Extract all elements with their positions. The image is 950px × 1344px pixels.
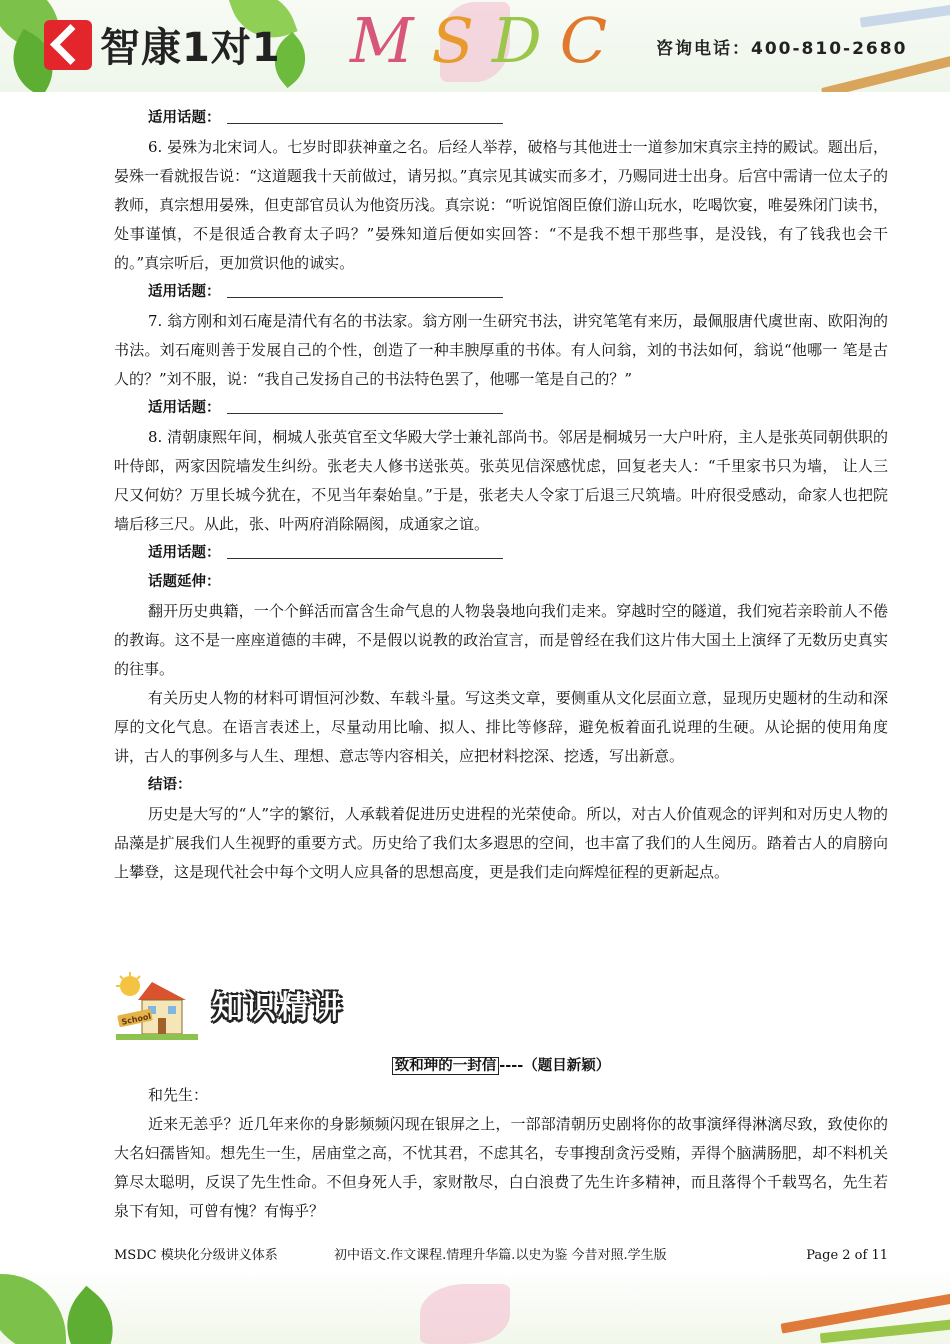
letter-title-boxed: 致和珅的一封信: [392, 1057, 500, 1075]
answer-blank[interactable]: [227, 397, 503, 414]
topic-label: 适用话题：: [114, 539, 888, 568]
letter-paragraph: 近来无恙乎？近几年来你的身影频频闪现在银屏之上，一部部清朝历史剧将你的故事演绎得淋漓尽致，致使你的大名妇孺皆知。想先生一生，居庙堂之高，不忧其君，不虑其名，专事搜刮贪污受贿，弄得个脑满肠肥，却不料机关算尽太聪明，反误了先生性命。不但身死人手，家财散尽，白白浪费了先生许多精神，而且落得个千载骂名，先生若泉下有知，可曾有愧？有悔乎？: [114, 1115, 888, 1220]
topic-label: 适用话题：: [114, 278, 888, 307]
brand-name: 智康1对1: [100, 25, 281, 71]
pencil-decoration: [860, 2, 950, 27]
example-paragraph: 8. 清朝康熙年间，桐城人张英官至文华殿大学士兼礼部尚书。邻居是桐城另一大户叶府，主人是张英同朝供职的叶侍郎，两家因院墙发生纠纷。张老夫人修书送张英。张英见信深感忧虑，回复老夫人：“千里家书只为墙， 让人三尺又何妨？万里长城今犹在，不见当年秦始皇。”于是，张老夫人令家丁后退三尺筑墙。叶府很受感动，命家人也把院墙后移三尺。从此，张、叶两府消除隔阂，成通家之谊。: [114, 428, 888, 533]
topic-label: 适用话题：: [114, 104, 888, 133]
letter-title-note: ----（题目新颖）: [499, 1058, 611, 1074]
extension-paragraph: 有关历史人物的材料可谓恒河沙数、车载斗量。写这类文章，要侧重从文化层面立意，显现历史题材的生动和深厚的文化气息。在语言表述上，尽量动用比喻、拟人、排比等修辞，避免板着面孔说理的生硬。从论据的使用角度讲，古人的事例多与人生、理想、意志等内容相关，应把材料挖深、挖透，写出新意。: [114, 689, 888, 765]
page-number: Page 2 of 11: [806, 1248, 888, 1263]
answer-blank[interactable]: [227, 107, 503, 124]
footer-series: MSDC 模块化分级讲义体系: [114, 1248, 278, 1263]
letter-title: [114, 1052, 888, 1081]
letter-block: [114, 1052, 888, 1226]
school-house-icon: [116, 972, 198, 1042]
letter-salutation: 和先生：: [148, 1086, 209, 1104]
answer-blank[interactable]: [227, 281, 503, 298]
topic-label: 适用话题：: [114, 394, 888, 423]
answer-blank[interactable]: [227, 542, 503, 559]
conclusion-heading: 结语：: [148, 777, 192, 793]
page-header: [0, 0, 950, 92]
conclusion-paragraph: 历史是大写的“人”字的繁衍，人承载着促进历史进程的光荣使命。所以，对古人价值观念的评判和对历史人物的品藻是扩展我们人生视野的重要方式。历史给了我们太多遐思的空间，也丰富了我们的人生阅历。踏着古人的肩膀向上攀登，这是现代社会中每个文明人应具备的思想高度，更是我们走向辉煌征程的更新起点。: [114, 805, 888, 881]
example-paragraph: 6. 晏殊为北宋词人。七岁时即获神童之名。后经人举荐，破格与其他进士一道参加宋真宗主持的殿试。题出后，晏殊一看就报告说：“这道题我十天前做过，请另拟。”真宗见其诚实而多才，乃赐同进士出身。后宫中需请一位太子的教师，真宗想用晏殊，但吏部官员认为他资历浅。真宗说：“听说馆阁臣僚们游山玩水，吃喝饮宴，唯晏殊闭门读书，处事谨慎，不是很适合教育太子吗？”晏殊知道后便如实回答：“不是我不想干那些事，是没钱，有了钱我也会干的。”真宗听后，更加赏识他的诚实。: [114, 138, 888, 272]
brand-logo-icon: [44, 20, 92, 70]
section-heading: [116, 972, 416, 1044]
leaf-decoration: [0, 1274, 66, 1344]
school-sign-text: School: [120, 1011, 152, 1027]
msdc-logo: MSDC: [350, 4, 626, 77]
footer-decoration: [0, 1268, 950, 1344]
extension-paragraph: 翻开历史典籍，一个个鲜活而富含生命气息的人物袅袅地向我们走来。穿越时空的隧道，我们宛若亲聆前人不倦的教诲。这不是一座座道德的丰碑，不是假以说教的政治宣言，而是曾经在我们这片伟大国土上演绎了无数历史真实的往事。: [114, 602, 888, 678]
hotline: 咨询电话：400-810-2680: [656, 39, 908, 59]
butterfly-decoration: [420, 1284, 510, 1344]
footer-course: 初中语文.作文课程.情理升华篇.以史为鉴 今昔对照.学生版: [334, 1248, 667, 1263]
extension-heading: 话题延伸：: [148, 574, 221, 590]
section-title: 知识精讲: [212, 990, 344, 1026]
main-content: [114, 104, 888, 887]
example-paragraph: 7. 翁方刚和刘石庵是清代有名的书法家。翁方刚一生研究书法，讲究笔笔有来历，最佩服唐代虞世南、欧阳洵的书法。刘石庵则善于发展自己的个性，创造了一种丰腴厚重的书体。有人问翁，刘的书法如何，翁说“他哪一 笔是古人的？”刘不服，说：“我自己发扬自己的书法特色罢了，他哪一笔是自己的？”: [114, 312, 888, 388]
